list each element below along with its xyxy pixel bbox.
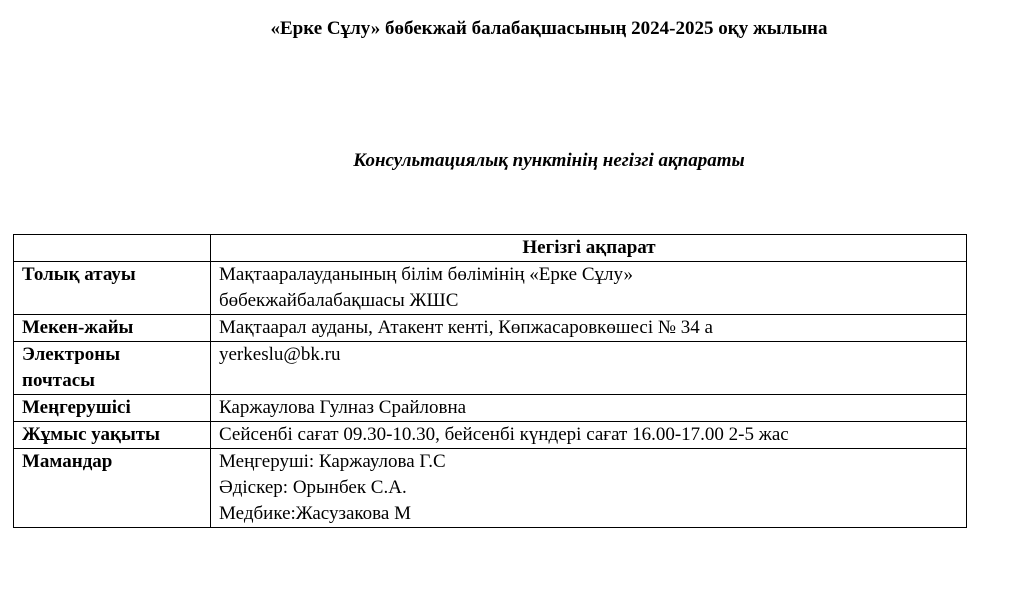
specialists-label-line: Мамандар	[22, 451, 113, 472]
row-working-hours	[14, 422, 967, 449]
full-name-value-line: бөбекжайбалабақшасы ЖШС	[219, 290, 459, 311]
address-value	[211, 315, 967, 342]
specialists-label	[14, 449, 211, 528]
director-label-line: Меңгерушісі	[22, 397, 131, 418]
working-hours-label	[14, 422, 211, 449]
director-value-line: Каржаулова Гулназ Срайловна	[219, 397, 467, 418]
document-subtitle: Консультациялық пунктінің негізгі ақпараты	[353, 150, 745, 171]
email-value	[211, 342, 967, 395]
info-table	[13, 234, 967, 528]
email-label	[14, 342, 211, 395]
email-label-line: почтасы	[22, 370, 96, 391]
table-header: Негізгі ақпарат	[211, 235, 967, 262]
working-hours-value-line: Сейсенбі сағат 09.30-10.30, бейсенбі күндері сағат 16.00-17.00 2-5 жас	[219, 424, 789, 445]
director-value	[211, 395, 967, 422]
full-name-value-line: Мақтааралауданының білім бөлімінің «Ерке Сұлу»	[219, 264, 633, 285]
address-label-line: Мекен-жайы	[22, 317, 134, 338]
address-value-line: Мақтаарал ауданы, Атакент кенті, Көпжасаровкөшесі № 34 а	[219, 317, 713, 338]
specialists-value-line: Медбике:Жасузакова М	[219, 503, 411, 524]
row-address	[14, 315, 967, 342]
full-name-value	[211, 262, 967, 315]
address-label	[14, 315, 211, 342]
document-title: «Ерке Сұлу» бөбекжай балабақшасының 2024-2025 оқу жылына	[270, 18, 828, 39]
director-label	[14, 395, 211, 422]
table-header-row	[14, 235, 967, 262]
row-director	[14, 395, 967, 422]
working-hours-label-line: Жұмыс уақыты	[22, 424, 160, 445]
specialists-value-line: Әдіскер: Орынбек С.А.	[219, 477, 407, 498]
working-hours-value	[211, 422, 967, 449]
header-empty-cell	[14, 235, 211, 262]
row-email	[14, 342, 967, 395]
full-name-label	[14, 262, 211, 315]
full-name-label-line: Толық атауы	[22, 264, 136, 285]
specialists-value-line: Меңгеруші: Каржаулова Г.С	[219, 451, 446, 472]
specialists-value	[211, 449, 967, 528]
email-value-line: yerkeslu@bk.ru	[219, 344, 341, 365]
row-full-name	[14, 262, 967, 315]
email-label-line: Электроны	[22, 344, 121, 365]
row-specialists	[14, 449, 967, 528]
